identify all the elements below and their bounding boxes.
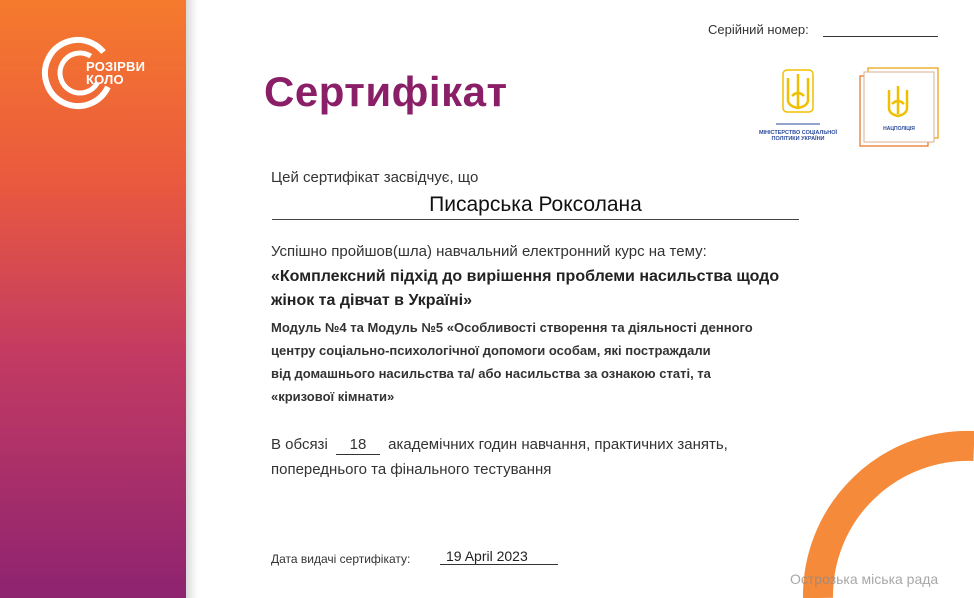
nacpolice-trident-icon: [858, 64, 942, 150]
course-title-line1: «Комплексний підхід до вирішення проблеми насильства щодо: [271, 268, 780, 285]
ministry-caption: МІНІСТЕРСТВО СОЦІАЛЬНОЇ ПОЛІТИКИ УКРАЇНИ: [758, 130, 838, 142]
module-line4: «кризової кімнати»: [271, 389, 395, 404]
nacpolice-caption: НАЦПОЛІЦІЯ: [883, 126, 915, 132]
issue-date-label: Дата видачі сертифікату:: [271, 552, 411, 566]
course-volume: [271, 432, 831, 482]
ukraine-trident-icon: [758, 66, 838, 156]
module-description: [271, 316, 831, 408]
course-intro: Успішно пройшов(шла) навчальний електронний курс на тему:: [271, 243, 707, 260]
logo-text: [86, 60, 145, 86]
volume-line2: попереднього та фінального тестування: [271, 461, 552, 478]
module-line3: від домашнього насильства та/ або насильства за ознакою статі, та: [271, 366, 711, 381]
certifies-text: Цей сертифікат засвідчує, що: [271, 169, 479, 186]
serial-number-label: Серійний номер:: [708, 22, 809, 37]
issue-date-value: 19 April 2023: [440, 548, 558, 565]
certificate-title: Сертифікат: [264, 68, 508, 115]
recipient-name: Писарська Роксолана: [272, 193, 799, 220]
hours-value: 18: [336, 436, 380, 455]
volume-suffix: академічних годин навчання, практичних занять,: [388, 436, 728, 453]
course-title-line2: жінок та дівчат в Україні»: [271, 292, 472, 309]
logo-line1: РОЗІРВИ: [86, 59, 146, 74]
module-line2: центру соціально-психологічної допомоги особам, які постраждали: [271, 343, 711, 358]
course-title: [271, 265, 831, 313]
sidebar-shadow: [186, 0, 198, 598]
watermark-text: Острозька міська рада: [790, 571, 939, 587]
logo-line2: КОЛО: [86, 72, 124, 87]
volume-prefix: В обсязі: [271, 436, 328, 453]
module-line1: Модуль №4 та Модуль №5 «Особливості створення та діяльності денного: [271, 320, 753, 335]
serial-number-line: [823, 36, 938, 37]
